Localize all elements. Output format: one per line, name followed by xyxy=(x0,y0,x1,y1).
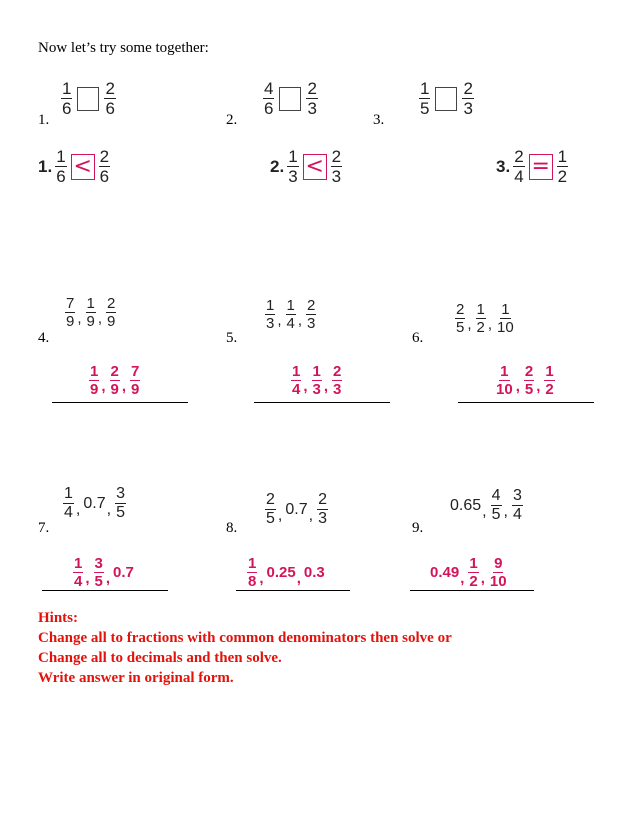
fraction: $\frac{2}{3}$ xyxy=(463,79,473,118)
answer-number: 2. xyxy=(270,156,285,176)
answer-line xyxy=(42,590,168,591)
fraction: $\frac{1}{3}$ xyxy=(288,147,298,186)
fraction: $\frac{2}{3}$ xyxy=(307,79,317,118)
mixed-answer-7: $\frac{1}{4}$ , $\frac{3}{5}$ , 0.7 xyxy=(74,555,134,590)
compare-answer-1 xyxy=(38,148,111,185)
fraction: $\frac{1}{3}$ xyxy=(266,297,275,332)
fraction: $\frac{3}{5}$ xyxy=(116,485,125,521)
order-answer-6: $\frac{1}{10}$ , $\frac{2}{5}$ , $\frac{1}{2}$ xyxy=(496,363,554,398)
fraction: $\frac{7}{9}$ xyxy=(66,295,75,330)
page-heading: Now let’s try some together: xyxy=(38,40,209,56)
decimal-value: 0.7 xyxy=(113,564,134,581)
fraction: $\frac{1}{6}$ xyxy=(56,147,66,186)
order-problem-4: $\frac{7}{9}$ , $\frac{1}{9}$ , $\frac{2}{9}$ xyxy=(66,295,116,330)
fraction: $\frac{1}{2}$ xyxy=(469,555,478,590)
order-answer-5: $\frac{1}{4}$ , $\frac{1}{3}$ , $\frac{2}{3}$ xyxy=(292,363,342,398)
fraction: $\frac{1}{4}$ xyxy=(292,363,301,398)
fraction: $\frac{1}{10}$ xyxy=(496,363,513,398)
mixed-answer-8: $\frac{1}{8}$ , 0.25 , 0.3 xyxy=(248,555,325,590)
hints-title: Hints: xyxy=(38,610,79,626)
problem-number: 7. xyxy=(38,520,50,536)
mixed-problem-7: $\frac{1}{4}$ , 0.7 , $\frac{3}{5}$ xyxy=(64,485,125,521)
fraction: $\frac{1}{5}$ xyxy=(420,79,430,118)
fraction: $\frac{1}{2}$ xyxy=(545,363,554,398)
answer-box[interactable] xyxy=(435,87,457,111)
fraction: $\frac{1}{9}$ xyxy=(90,363,99,398)
mixed-answer-9: 0.49 , $\frac{1}{2}$ , $\frac{9}{10}$ xyxy=(430,555,507,590)
problem-number: 9. xyxy=(412,520,424,536)
hints-block xyxy=(38,608,452,688)
fraction: $\frac{2}{6}$ xyxy=(105,79,115,118)
answer-box[interactable] xyxy=(279,87,301,111)
fraction: $\frac{4}{6}$ xyxy=(264,79,274,118)
compare-problem-1 xyxy=(60,80,117,117)
fraction: $\frac{1}{2}$ xyxy=(476,301,485,336)
mixed-problem-8: $\frac{2}{5}$ , 0.7 , $\frac{2}{3}$ xyxy=(266,491,327,527)
decimal-value: 0.7 xyxy=(285,500,308,518)
compare-problem-2 xyxy=(262,80,319,117)
compare-answer-2 xyxy=(270,148,343,185)
problem-number: 4. xyxy=(38,330,50,346)
decimal-value: 0.25 xyxy=(266,564,296,581)
problem-number: 8. xyxy=(226,520,238,536)
compare-answer-3 xyxy=(496,148,569,185)
fraction: $\frac{2}{5}$ xyxy=(456,301,465,336)
fraction: $\frac{2}{4}$ xyxy=(514,147,524,186)
answer-number: 1. xyxy=(38,156,53,176)
hint-line: Write answer in original form. xyxy=(38,670,234,686)
fraction: $\frac{2}{5}$ xyxy=(524,363,534,398)
decimal-value: 0.65 xyxy=(450,496,482,514)
comparison-symbol: = xyxy=(529,154,553,180)
fraction: $\frac{3}{4}$ xyxy=(512,487,522,523)
order-problem-6: $\frac{2}{5}$ , $\frac{1}{2}$ , $\frac{1}{10}$ xyxy=(456,301,514,336)
answer-line xyxy=(52,402,188,403)
fraction: $\frac{1}{4}$ xyxy=(64,485,73,521)
fraction: $\frac{1}{4}$ xyxy=(286,297,295,332)
decimal-value: 0.7 xyxy=(83,494,106,512)
answer-number: 3. xyxy=(496,156,511,176)
comparison-symbol: < xyxy=(303,154,327,180)
decimal-value: 0.49 xyxy=(430,564,460,581)
fraction: $\frac{1}{6}$ xyxy=(62,79,72,118)
fraction: $\frac{1}{4}$ xyxy=(74,555,83,590)
mixed-problem-9: 0.65 , $\frac{4}{5}$ , $\frac{3}{4}$ xyxy=(450,487,522,523)
comparison-symbol: < xyxy=(71,154,95,180)
problem-number: 2. xyxy=(226,112,238,128)
fraction: $\frac{2}{3}$ xyxy=(318,491,327,527)
fraction: $\frac{2}{3}$ xyxy=(307,297,316,332)
answer-line xyxy=(410,590,534,591)
fraction: $\frac{2}{3}$ xyxy=(331,147,342,186)
fraction: $\frac{7}{9}$ xyxy=(131,363,140,398)
fraction: $\frac{2}{9}$ xyxy=(110,363,119,398)
compare-problem-3 xyxy=(418,80,475,117)
fraction: $\frac{9}{10}$ xyxy=(489,555,507,590)
order-problem-5: $\frac{1}{3}$ , $\frac{1}{4}$ , $\frac{2}{3}$ xyxy=(266,297,316,332)
fraction: $\frac{1}{8}$ xyxy=(248,555,257,590)
fraction: $\frac{1}{2}$ xyxy=(557,147,568,186)
problem-number: 6. xyxy=(412,330,424,346)
answer-box[interactable] xyxy=(77,87,99,111)
problem-number: 5. xyxy=(226,330,238,346)
fraction: $\frac{3}{5}$ xyxy=(94,555,103,590)
answer-line xyxy=(236,590,350,591)
fraction: $\frac{1}{9}$ xyxy=(86,295,95,330)
hint-line: Change all to decimals and then solve. xyxy=(38,650,282,666)
answer-line xyxy=(458,402,594,403)
fraction: $\frac{2}{5}$ xyxy=(266,491,275,527)
fraction: $\frac{4}{5}$ xyxy=(491,487,501,523)
fraction: $\frac{2}{6}$ xyxy=(99,147,110,186)
problem-number: 3. xyxy=(373,112,385,128)
fraction: $\frac{2}{3}$ xyxy=(333,363,342,398)
order-answer-4: $\frac{1}{9}$ , $\frac{2}{9}$ , $\frac{7}{9}$ xyxy=(90,363,140,398)
answer-line xyxy=(254,402,390,403)
hint-line: Change all to fractions with common denominators then solve or xyxy=(38,630,452,646)
fraction: $\frac{1}{10}$ xyxy=(497,301,514,336)
fraction: $\frac{1}{3}$ xyxy=(312,363,321,398)
problem-number: 1. xyxy=(38,112,50,128)
decimal-value: 0.3 xyxy=(303,564,325,581)
fraction: $\frac{2}{9}$ xyxy=(107,295,116,330)
